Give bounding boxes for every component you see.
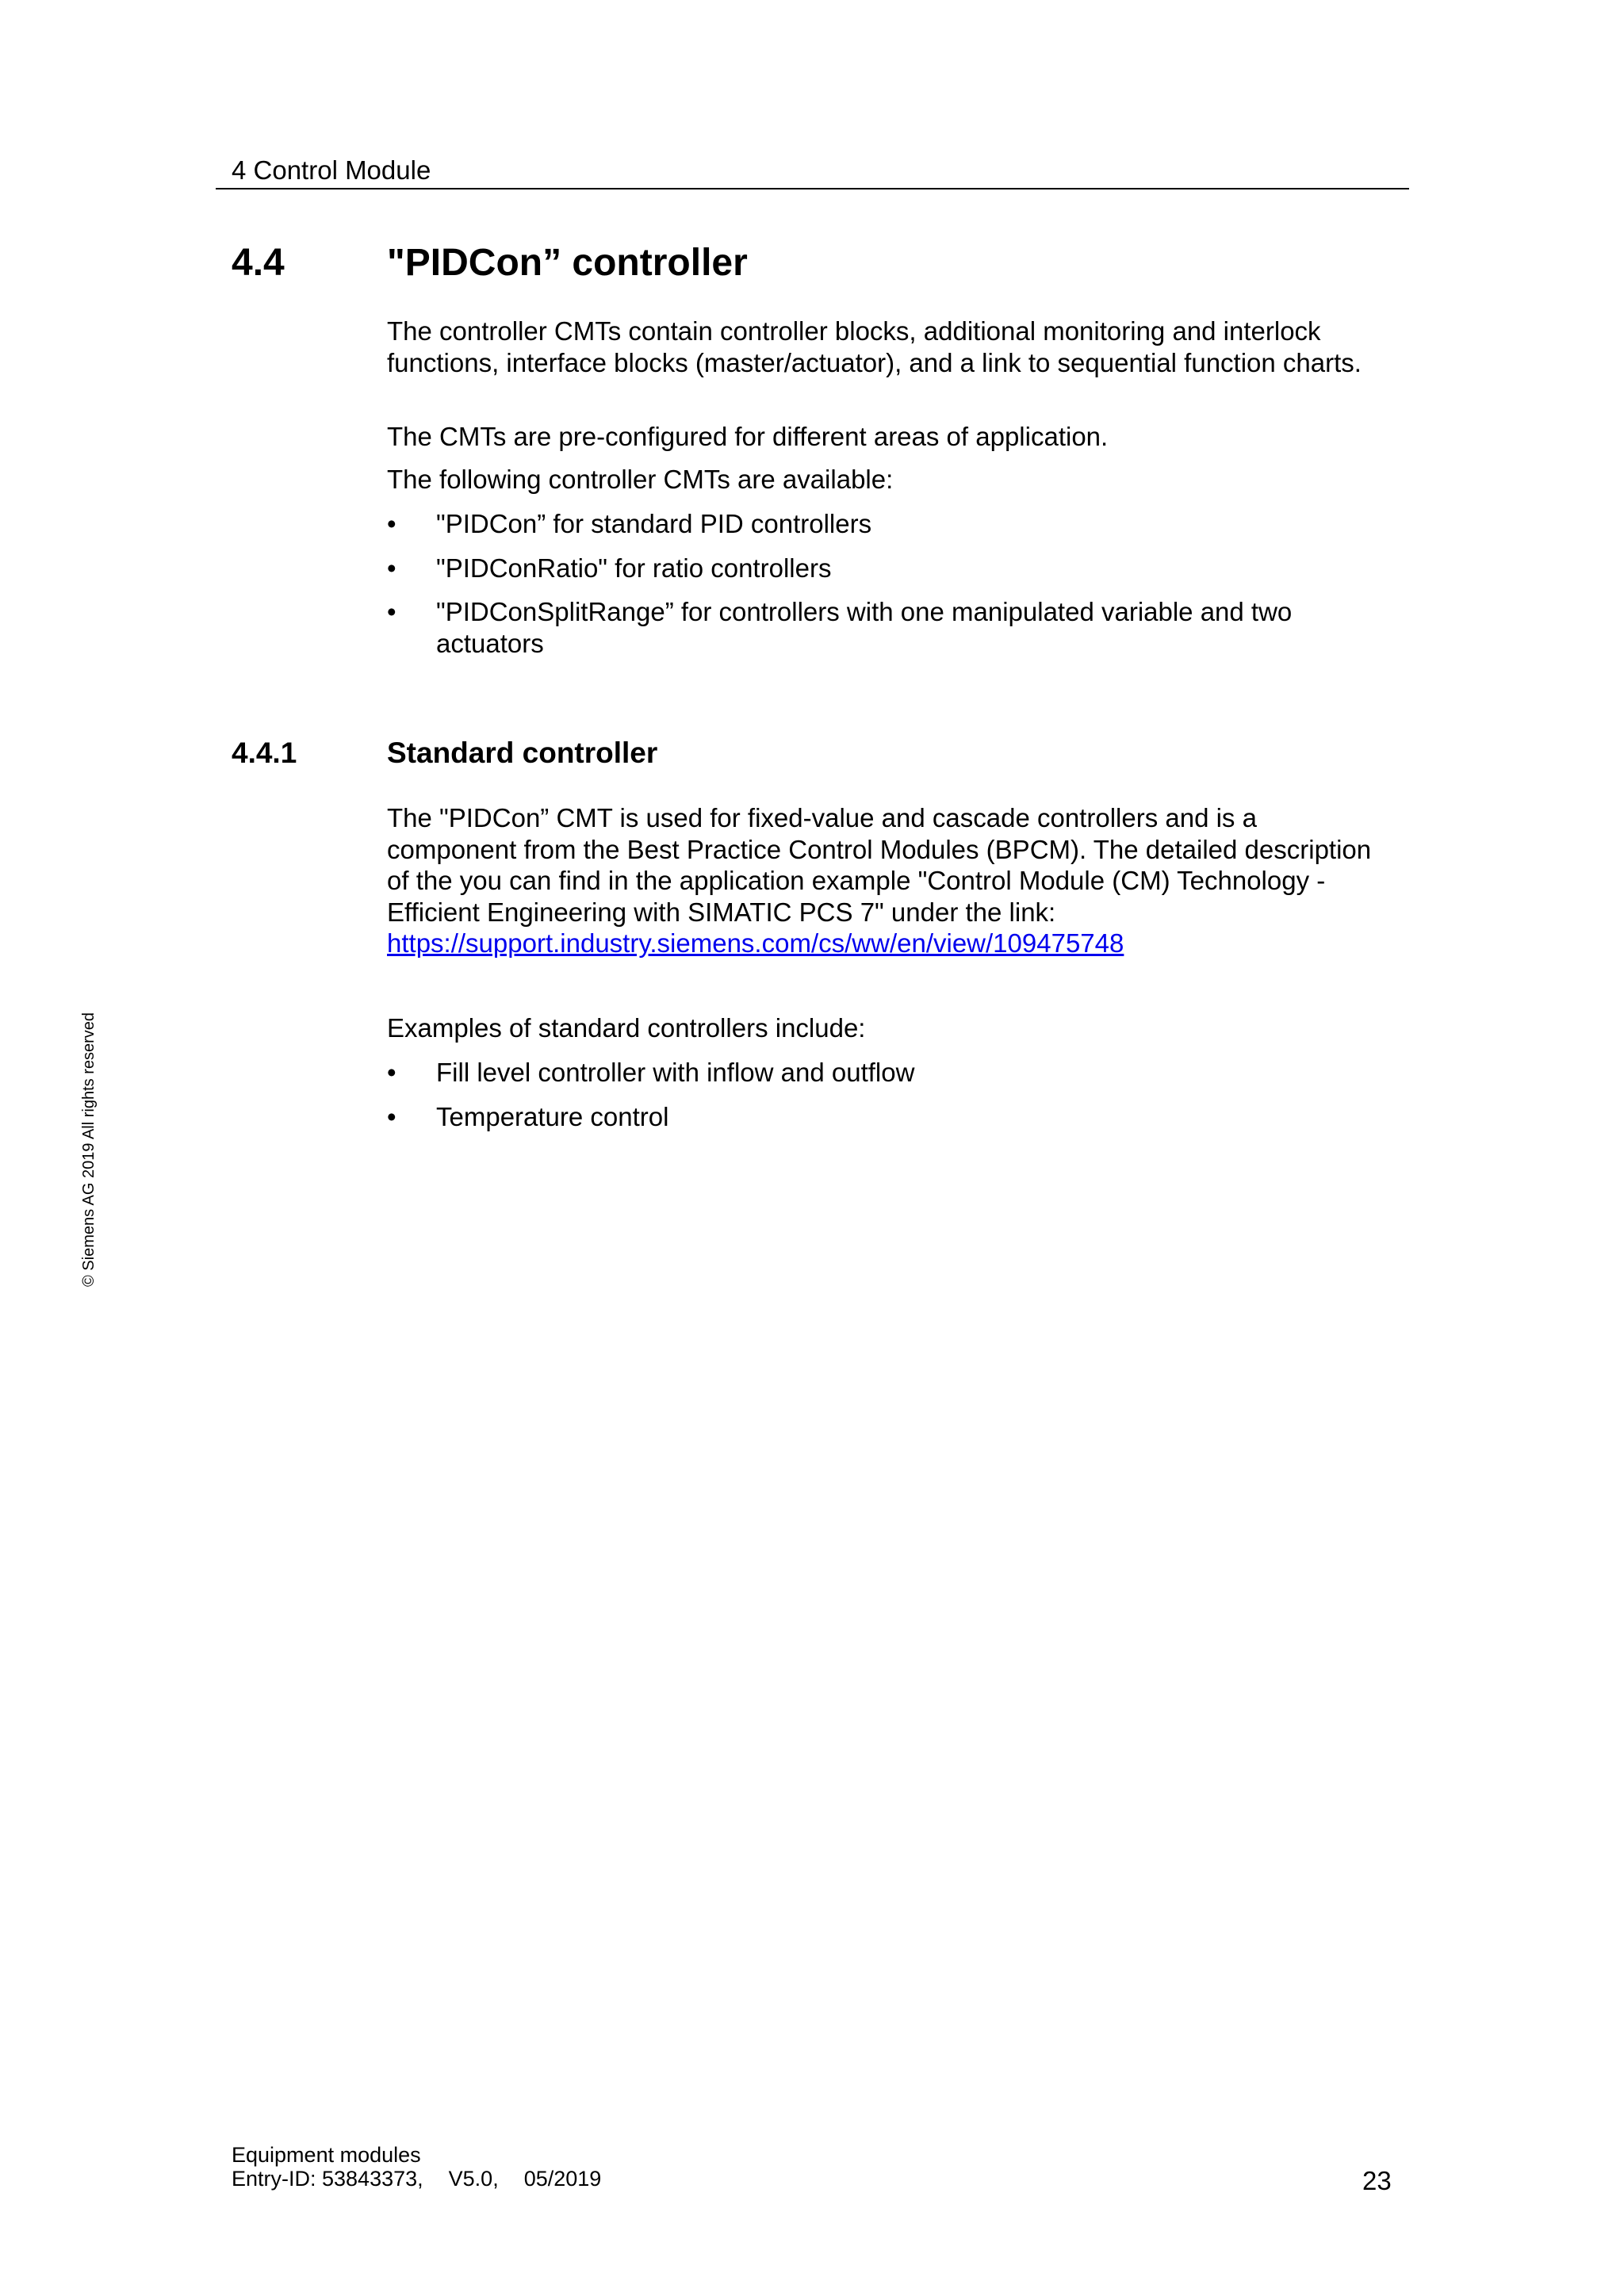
footer-date: 05/2019 <box>523 2167 602 2191</box>
running-header <box>216 153 1409 189</box>
subsection-paragraph-text: The "PIDCon” CMT is used for fixed-value and cascade controllers and is a component from the Best Practice Control Modules (BPCM). The detailed description of the you can find in the application example "Control Module (CM) Technology - Efficient Engineering with SIMATIC PCS 7" under the link: <box>387 803 1372 927</box>
bullet-icon: • <box>387 1058 396 1087</box>
bullet-icon: • <box>387 597 396 626</box>
examples-intro: Examples of standard controllers include: <box>387 1013 866 1043</box>
cmt-bullet-list <box>387 508 1386 672</box>
list-item-text: "PIDConRatio" for ratio controllers <box>436 553 832 583</box>
intro-paragraph-2: The CMTs are pre-configured for different areas of application. <box>387 422 1109 451</box>
list-item <box>387 553 1386 584</box>
list-item-text: Fill level controller with inflow and outflow <box>436 1058 915 1087</box>
bullet-icon: • <box>387 553 396 583</box>
intro-paragraph-1: The controller CMTs contain controller blocks, additional monitoring and interlock functions, interface blocks (master/actuator), and a link to sequential function charts. <box>387 316 1362 377</box>
list-item-text: Temperature control <box>436 1101 669 1131</box>
copyright-notice: © Siemens AG 2019 All rights reserved <box>80 1012 98 1288</box>
list-item <box>387 1101 1386 1133</box>
running-header-title: 4 Control Module <box>232 155 431 185</box>
page-number: 23 <box>1362 2166 1392 2195</box>
list-item-text: "PIDConSplitRange” for controllers with one manipulated variable and two actuators <box>436 597 1293 658</box>
footer <box>232 2143 601 2191</box>
bullet-icon: • <box>387 509 396 538</box>
support-link[interactable]: https://support.industry.siemens.com/cs/ww/en/view/109475748 <box>387 928 1124 958</box>
footer-version: V5.0, <box>448 2167 499 2191</box>
list-item <box>387 508 1386 540</box>
subsection-title: Standard controller <box>387 737 658 769</box>
examples-bullet-list <box>387 1057 1386 1145</box>
section-title: "PIDCon” controller <box>387 242 748 284</box>
list-item <box>387 596 1386 659</box>
subsection-number: 4.4.1 <box>232 737 297 769</box>
section-number: 4.4 <box>232 242 285 284</box>
footer-entry-line <box>232 2167 601 2191</box>
footer-doc-title: Equipment modules <box>232 2143 421 2167</box>
list-item-text: "PIDCon” for standard PID controllers <box>436 509 872 538</box>
footer-entry-id: Entry-ID: 53843373, <box>232 2167 423 2191</box>
bullet-icon: • <box>387 1101 396 1131</box>
intro-paragraph-3: The following controller CMTs are available: <box>387 465 894 494</box>
subsection-paragraph <box>387 802 1386 959</box>
list-item <box>387 1057 1386 1089</box>
